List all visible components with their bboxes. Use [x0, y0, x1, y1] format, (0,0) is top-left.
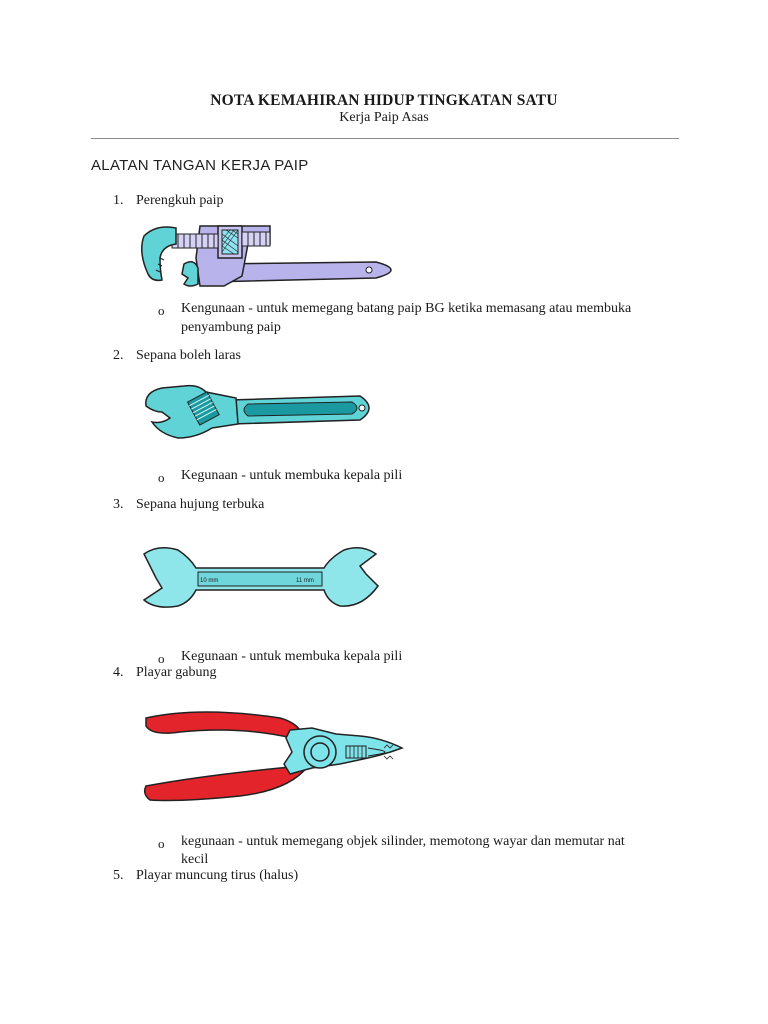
- item-usage-4-line-2: kecil: [181, 852, 209, 867]
- spanner-engraving-right: 11 mm: [296, 578, 314, 584]
- pipe-wrench-illustration: [138, 218, 408, 290]
- item-number-1: 1.: [113, 193, 124, 208]
- item-number-5: 5.: [113, 868, 124, 883]
- item-name-4: Playar gabung: [136, 665, 217, 680]
- page-title: NOTA KEMAHIRAN HIDUP TINGKATAN SATU: [210, 92, 558, 109]
- item-name-2: Sepana boleh laras: [136, 348, 241, 363]
- item-name-3: Sepana hujung terbuka: [136, 497, 265, 512]
- bullet-marker: o: [158, 303, 165, 318]
- item-number-3: 3.: [113, 497, 124, 512]
- item-number-2: 2.: [113, 348, 124, 363]
- item-usage-1-line-1: Kengunaan - untuk memegang batang paip BG ketika memasang atau membuka: [181, 301, 632, 316]
- item-usage-3-line-1: Kegunaan - untuk membuka kepala pili: [181, 649, 403, 664]
- item-usage-2-line-1: Kegunaan - untuk membuka kepala pili: [181, 468, 403, 483]
- item-number-4: 4.: [113, 665, 124, 680]
- bullet-marker: o: [158, 470, 165, 485]
- adjustable-wrench-illustration: [140, 378, 380, 448]
- section-title: ALATAN TANGAN KERJA PAIP: [91, 157, 309, 174]
- item-usage-1-line-2: penyambung paip: [181, 320, 281, 335]
- header-divider: [91, 138, 679, 139]
- combination-pliers-illustration: [140, 708, 410, 808]
- spanner-engraving-left: 10 mm: [200, 578, 219, 584]
- item-name-1: Perengkuh paip: [136, 193, 224, 208]
- open-end-spanner-illustration: [140, 540, 380, 616]
- item-usage-4-line-1: kegunaan - untuk memegang objek silinder, memotong wayar dan memutar nat: [181, 834, 625, 849]
- bullet-marker: o: [158, 836, 165, 851]
- item-name-5: Playar muncung tirus (halus): [136, 868, 299, 883]
- bullet-marker: o: [158, 651, 165, 666]
- page-subtitle: Kerja Paip Asas: [339, 110, 429, 125]
